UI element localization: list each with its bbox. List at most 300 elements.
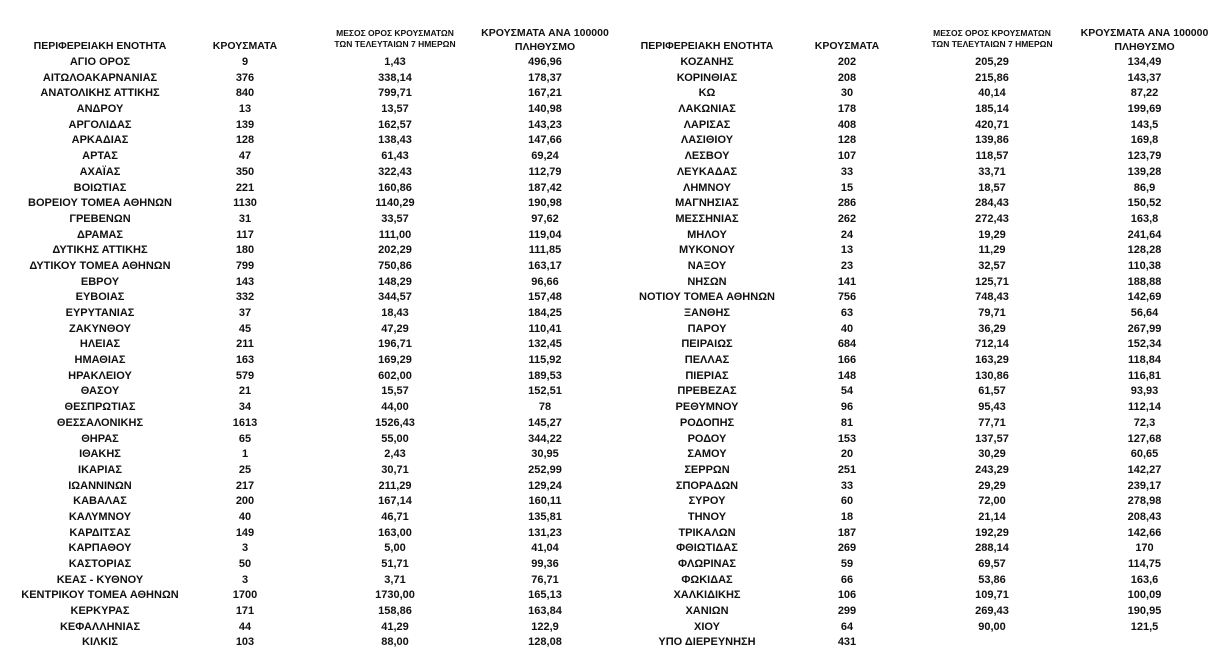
cell-per100k: 118,84 xyxy=(1127,354,1162,367)
cell-avg7: 13,57 xyxy=(381,103,409,116)
cell-cases: 60 xyxy=(840,495,854,508)
cell-avg7: 1140,29 xyxy=(375,197,415,210)
cell-per100k: 143,37 xyxy=(1127,71,1162,84)
cell-per100k: 160,11 xyxy=(528,495,562,508)
cell-avg7: 158,86 xyxy=(378,605,412,618)
cell-per100k: 165,13 xyxy=(528,589,562,602)
cell-avg7: 344,57 xyxy=(378,291,412,304)
cell-region: ΚΑΡΠΑΘΟΥ xyxy=(68,542,132,555)
cell-per100k: 170 xyxy=(1135,542,1154,555)
table-row xyxy=(612,541,1222,557)
cell-region: ΑΡΚΑΔΙΑΣ xyxy=(71,134,129,147)
cell-region: ΚΟΖΑΝΗΣ xyxy=(680,56,734,68)
cell-per100k: 252,99 xyxy=(528,463,562,476)
cell-avg7: 205,29 xyxy=(975,56,1009,68)
cell-avg7: 420,71 xyxy=(975,118,1009,131)
cell-per100k: 169,8 xyxy=(1130,134,1159,147)
cell-region: ΕΥΒΟΙΑΣ xyxy=(75,291,125,304)
table-row xyxy=(612,165,1222,181)
cell-region: ΒΟΡΕΙΟΥ ΤΟΜΕΑ ΑΘΗΝΩΝ xyxy=(28,197,172,210)
cell-per100k: 78 xyxy=(538,401,552,414)
cell-cases: 59 xyxy=(840,558,854,570)
cell-avg7: 162,57 xyxy=(378,118,412,131)
cell-per100k: 147,66 xyxy=(528,134,562,147)
cell-avg7: 21,14 xyxy=(978,510,1006,523)
cell-per100k: 123,79 xyxy=(1127,150,1162,163)
cell-region: ΚΕΡΚΥΡΑΣ xyxy=(70,605,130,618)
table-row xyxy=(0,259,612,275)
table-row xyxy=(612,290,1222,306)
cell-per100k: 131,23 xyxy=(528,526,562,539)
table-row xyxy=(0,181,612,197)
cell-cases: 40 xyxy=(238,510,252,523)
cell-region: ΡΕΘΥΜΝΟΥ xyxy=(675,401,739,414)
cell-cases: 178 xyxy=(837,103,857,116)
cell-per100k: 139,28 xyxy=(1127,165,1162,178)
table-row xyxy=(0,353,612,369)
table-row xyxy=(612,479,1222,495)
cell-region: ΑΡΓΟΛΙΔΑΣ xyxy=(68,118,132,131)
cell-cases: 143 xyxy=(235,275,255,288)
table-row xyxy=(612,118,1222,134)
cell-region: ΥΠΟ ΔΙΕΡΕΥΝΗΣΗ xyxy=(658,636,756,649)
cell-region: ΙΩΑΝΝΙΝΩΝ xyxy=(68,479,132,492)
cell-region: ΛΕΥΚΑΔΑΣ xyxy=(676,165,738,178)
cell-region: ΗΡΑΚΛΕΙΟΥ xyxy=(68,369,132,382)
cell-cases: 13 xyxy=(238,103,252,116)
table-row xyxy=(612,369,1222,385)
cell-region: ΚΑΡΔΙΤΣΑΣ xyxy=(69,526,131,539)
cell-cases: 24 xyxy=(840,228,854,241)
cell-per100k: 199,69 xyxy=(1127,103,1162,116)
cell-region: ΤΗΝΟΥ xyxy=(687,510,727,523)
cell-region: ΜΑΓΝΗΣΙΑΣ xyxy=(675,197,739,210)
table-row xyxy=(612,337,1222,353)
table-row xyxy=(612,447,1222,463)
cell-cases: 299 xyxy=(837,605,857,618)
cell-cases: 20 xyxy=(840,448,854,461)
cell-avg7: 2,43 xyxy=(384,448,406,461)
cell-avg7: 32,57 xyxy=(978,259,1006,272)
cell-cases: 33 xyxy=(840,479,854,492)
cell-cases: 1613 xyxy=(232,416,258,429)
cell-region: ΡΟΔΟΠΗΣ xyxy=(679,416,735,429)
table-row xyxy=(612,573,1222,589)
header-region: ΠΕΡΙΦΕΡΕΙΑΚΗ ΕΝΟΤΗΤΑ xyxy=(33,40,167,52)
cell-per100k: 178,37 xyxy=(528,71,562,84)
cell-region: ΘΑΣΟΥ xyxy=(80,385,120,398)
cell-cases: 64 xyxy=(840,620,854,633)
cell-cases: 163 xyxy=(235,354,255,367)
cell-avg7: 163,29 xyxy=(975,354,1009,367)
cell-avg7: 148,29 xyxy=(378,275,412,288)
cell-cases: 166 xyxy=(837,354,857,367)
cell-avg7: 215,86 xyxy=(975,71,1009,84)
table-row xyxy=(612,102,1222,118)
table-row xyxy=(612,416,1222,432)
table-row xyxy=(0,55,612,71)
cell-region: ΜΗΛΟΥ xyxy=(687,228,727,241)
cell-avg7: 41,29 xyxy=(381,620,409,633)
table-row xyxy=(612,588,1222,604)
cell-region: ΣΑΜΟΥ xyxy=(687,448,727,461)
table-row xyxy=(612,86,1222,102)
cell-per100k: 267,99 xyxy=(1127,322,1162,335)
table-row xyxy=(0,479,612,495)
cell-region: ΘΕΣΣΑΛΟΝΙΚΗΣ xyxy=(56,416,144,429)
table-row xyxy=(0,369,612,385)
cell-region: ΑΧΑΪΑΣ xyxy=(79,165,121,178)
table-row xyxy=(612,400,1222,416)
cell-cases: 149 xyxy=(235,526,255,539)
cell-region: ΝΗΣΩΝ xyxy=(687,275,727,288)
cell-region: ΔΥΤΙΚΟΥ ΤΟΜΕΑ ΑΘΗΝΩΝ xyxy=(29,259,171,272)
cell-region: ΞΑΝΘΗΣ xyxy=(683,307,731,319)
cell-avg7: 40,14 xyxy=(978,87,1006,100)
cell-cases: 96 xyxy=(840,401,854,414)
header-avg7 xyxy=(320,28,470,54)
table-row xyxy=(0,133,612,149)
cell-per100k: 115,92 xyxy=(528,354,562,367)
cell-region: ΦΘΙΩΤΙΔΑΣ xyxy=(676,542,738,555)
cell-per100k: 41,04 xyxy=(531,542,559,555)
cell-cases: 13 xyxy=(840,244,854,257)
table-row xyxy=(612,149,1222,165)
cell-cases: 47 xyxy=(238,150,252,163)
table-row xyxy=(612,510,1222,526)
header-avg7-line2: ΤΩΝ ΤΕΛΕΥΤΑΙΩΝ 7 ΗΜΕΡΩΝ xyxy=(334,39,456,49)
cell-region: ΠΡΕΒΕΖΑΣ xyxy=(677,385,737,398)
table-row xyxy=(0,275,612,291)
cell-region: ΠΕΙΡΑΙΩΣ xyxy=(681,338,733,351)
cell-cases: 251 xyxy=(837,463,857,476)
cell-region: ΒΟΙΩΤΙΑΣ xyxy=(73,181,127,194)
table-row xyxy=(0,447,612,463)
cell-avg7: 284,43 xyxy=(975,197,1009,210)
cell-region: ΚΑΒΑΛΑΣ xyxy=(73,495,127,508)
cell-per100k: 112,14 xyxy=(1127,401,1162,414)
cell-cases: 840 xyxy=(235,87,255,100)
cell-region: ΛΕΣΒΟΥ xyxy=(684,150,730,163)
cell-cases: 269 xyxy=(837,542,857,555)
table-row xyxy=(0,71,612,87)
cell-per100k: 128,28 xyxy=(1127,244,1162,257)
cell-cases: 40 xyxy=(840,322,854,335)
header-per100k-line2: ΠΛΗΘΥΣΜΟ xyxy=(1114,41,1175,53)
cell-cases: 217 xyxy=(235,479,255,492)
cell-avg7: 185,14 xyxy=(975,103,1009,116)
cell-region: ΙΘΑΚΗΣ xyxy=(79,448,121,461)
cell-avg7: 712,14 xyxy=(975,338,1009,351)
cell-cases: 107 xyxy=(837,150,857,163)
cell-per100k: 100,09 xyxy=(1127,589,1162,602)
table-row xyxy=(0,463,612,479)
cell-avg7: 799,71 xyxy=(378,87,412,100)
cell-cases: 18 xyxy=(840,510,854,523)
cell-avg7: 111,00 xyxy=(378,228,412,241)
cell-avg7: 69,57 xyxy=(978,558,1006,570)
cell-avg7: 167,14 xyxy=(378,495,412,508)
cell-per100k: 241,64 xyxy=(1127,228,1162,241)
cell-cases: 63 xyxy=(840,307,854,319)
cell-cases: 128 xyxy=(837,134,857,147)
cell-avg7: 211,29 xyxy=(378,479,412,492)
cell-per100k: 143,5 xyxy=(1130,118,1159,131)
cell-per100k: 60,65 xyxy=(1130,448,1159,461)
cell-cases: 332 xyxy=(235,291,255,304)
cell-avg7: 77,71 xyxy=(978,416,1006,429)
cell-avg7: 288,14 xyxy=(975,542,1009,555)
cell-region: ΕΥΡΥΤΑΝΙΑΣ xyxy=(65,307,135,319)
table-row xyxy=(0,290,612,306)
cell-per100k: 97,62 xyxy=(531,212,559,225)
cell-region: ΗΜΑΘΙΑΣ xyxy=(74,354,126,367)
cell-per100k: 344,22 xyxy=(528,432,562,445)
cell-cases: 23 xyxy=(840,259,854,272)
cell-per100k: 208,43 xyxy=(1127,510,1162,523)
cell-avg7: 269,43 xyxy=(975,605,1009,618)
header-avg7 xyxy=(912,28,1072,54)
cell-per100k: 132,45 xyxy=(528,338,562,351)
cell-per100k: 278,98 xyxy=(1127,495,1162,508)
cell-cases: 117 xyxy=(236,228,254,241)
cell-per100k: 96,66 xyxy=(531,275,559,288)
cell-cases: 106 xyxy=(837,589,857,602)
table-row xyxy=(612,604,1222,620)
cell-avg7: 72,00 xyxy=(978,495,1006,508)
table-row xyxy=(0,573,612,589)
cell-region: ΛΑΚΩΝΙΑΣ xyxy=(678,103,736,116)
right-table-body xyxy=(612,55,1222,651)
header-avg7-line2: ΤΩΝ ΤΕΛΕΥΤΑΙΩΝ 7 ΗΜΕΡΩΝ xyxy=(931,39,1053,49)
cell-cases: 128 xyxy=(235,134,255,147)
cell-per100k: 163,6 xyxy=(1130,573,1159,586)
cell-per100k: 142,27 xyxy=(1127,463,1162,476)
cell-region: ΚΩ xyxy=(698,87,716,100)
table-row xyxy=(0,604,612,620)
cell-cases: 37 xyxy=(238,307,252,319)
cell-avg7: 55,00 xyxy=(381,432,409,445)
cell-cases: 211 xyxy=(236,338,254,351)
cell-avg7: 139,86 xyxy=(975,134,1009,147)
cell-region: ΜΕΣΣΗΝΙΑΣ xyxy=(675,212,739,225)
header-per100k xyxy=(470,26,620,54)
cell-avg7: 47,29 xyxy=(381,322,409,335)
table-row xyxy=(612,384,1222,400)
table-row xyxy=(0,635,612,651)
cell-per100k: 72,3 xyxy=(1133,416,1156,429)
cell-cases: 1130 xyxy=(233,197,257,210)
cell-cases: 34 xyxy=(238,401,252,414)
cell-cases: 148 xyxy=(837,369,857,382)
cell-cases: 3 xyxy=(241,573,249,586)
cell-per100k: 116,81 xyxy=(1127,369,1162,382)
cell-avg7: 61,57 xyxy=(978,385,1006,398)
cell-avg7: 118,57 xyxy=(975,150,1009,163)
cell-per100k: 187,42 xyxy=(528,181,562,194)
cell-per100k: 69,24 xyxy=(531,150,559,163)
cell-per100k: 142,66 xyxy=(1127,526,1162,539)
table-row xyxy=(0,243,612,259)
cell-cases: 180 xyxy=(235,244,255,257)
table-row xyxy=(0,212,612,228)
cell-per100k: 121,5 xyxy=(1130,620,1159,633)
cell-region: ΚΑΛΥΜΝΟΥ xyxy=(68,510,132,523)
cell-cases: 33 xyxy=(840,165,854,178)
cell-avg7: 30,29 xyxy=(978,448,1006,461)
cell-cases: 3 xyxy=(241,542,249,555)
cell-cases: 221 xyxy=(235,181,255,194)
table-row xyxy=(0,510,612,526)
cell-avg7: 18,43 xyxy=(381,307,409,319)
cell-avg7: 748,43 xyxy=(975,291,1009,304)
cell-cases: 21 xyxy=(238,385,252,398)
cell-avg7: 1526,43 xyxy=(375,416,415,429)
cell-region: ΓΡΕΒΕΝΩΝ xyxy=(69,212,131,225)
cell-avg7: 33,71 xyxy=(978,165,1006,178)
cell-region: ΚΕΝΤΡΙΚΟΥ ΤΟΜΕΑ ΑΘΗΝΩΝ xyxy=(21,589,179,602)
table-row xyxy=(612,259,1222,275)
cell-per100k: 119,04 xyxy=(528,228,562,241)
cell-per100k: 134,49 xyxy=(1127,56,1162,68)
cell-avg7: 138,43 xyxy=(378,134,412,147)
cell-region: ΔΥΤΙΚΗΣ ΑΤΤΙΚΗΣ xyxy=(52,244,148,257)
table-row xyxy=(0,384,612,400)
cell-cases: 66 xyxy=(840,573,854,586)
cell-avg7: 3,71 xyxy=(384,573,406,586)
table-row xyxy=(612,243,1222,259)
cell-per100k: 30,95 xyxy=(531,448,559,461)
cell-per100k: 188,88 xyxy=(1127,275,1162,288)
cell-region: ΠΕΛΛΑΣ xyxy=(684,354,730,367)
table-row xyxy=(0,416,612,432)
cell-avg7: 750,86 xyxy=(378,259,412,272)
table-row xyxy=(612,133,1222,149)
cell-avg7: 109,71 xyxy=(975,589,1009,602)
cell-cases: 1700 xyxy=(232,589,258,602)
header-per100k-line1: ΚΡΟΥΣΜΑΤΑ ΑΝΑ 100000 xyxy=(481,27,609,39)
cell-avg7: 202,29 xyxy=(378,244,412,257)
cell-avg7: 137,57 xyxy=(975,432,1009,445)
cell-region: ΙΚΑΡΙΑΣ xyxy=(78,463,122,476)
cell-cases: 50 xyxy=(238,558,252,570)
cell-region: ΦΩΚΙΔΑΣ xyxy=(681,573,733,586)
cell-cases: 141 xyxy=(837,275,857,288)
cell-region: ΠΙΕΡΙΑΣ xyxy=(685,369,729,382)
cell-region: ΛΑΡΙΣΑΣ xyxy=(683,118,731,131)
cell-avg7: 169,29 xyxy=(378,354,412,367)
cell-cases: 171 xyxy=(235,605,255,618)
cell-region: ΣΕΡΡΩΝ xyxy=(684,463,730,476)
cell-per100k: 111,85 xyxy=(528,244,562,257)
cell-avg7: 272,43 xyxy=(975,212,1009,225)
cell-region: ΑΓΙΟ ΟΡΟΣ xyxy=(69,56,131,68)
cell-per100k: 87,22 xyxy=(1130,87,1159,100)
cell-avg7: 46,71 xyxy=(381,510,409,523)
cell-per100k: 129,24 xyxy=(528,479,562,492)
cell-per100k: 157,48 xyxy=(528,291,562,304)
table-row xyxy=(612,306,1222,322)
cell-cases: 25 xyxy=(238,463,252,476)
cell-per100k: 76,71 xyxy=(531,573,559,586)
cell-per100k: 496,96 xyxy=(528,56,562,68)
table-row xyxy=(612,228,1222,244)
header-region: ΠΕΡΙΦΕΡΕΙΑΚΗ ΕΝΟΤΗΤΑ xyxy=(640,40,774,52)
table-row xyxy=(612,432,1222,448)
cell-region: ΚΕΦΑΛΛΗΝΙΑΣ xyxy=(59,620,141,633)
header-per100k-line1: ΚΡΟΥΣΜΑΤΑ ΑΝΑ 100000 xyxy=(1080,27,1209,39)
cell-per100k: 163,8 xyxy=(1130,212,1159,225)
cell-cases: 30 xyxy=(840,87,854,100)
cell-avg7: 44,00 xyxy=(381,401,409,414)
table-row xyxy=(0,588,612,604)
left-table-body xyxy=(0,55,612,651)
cell-per100k: 140,98 xyxy=(528,103,562,116)
table-row xyxy=(0,557,612,573)
cell-per100k: 152,51 xyxy=(528,385,562,398)
cell-per100k: 163,84 xyxy=(528,605,562,618)
table-row xyxy=(612,526,1222,542)
table-row xyxy=(0,228,612,244)
cell-per100k: 128,08 xyxy=(528,636,562,649)
cell-per100k: 145,27 xyxy=(528,416,562,429)
cell-cases: 1 xyxy=(241,448,249,461)
table-row xyxy=(612,275,1222,291)
cell-avg7: 61,43 xyxy=(381,150,409,163)
cell-region: ΕΒΡΟΥ xyxy=(80,275,120,288)
cell-per100k: 189,53 xyxy=(528,369,562,382)
cell-avg7: 5,00 xyxy=(384,542,406,555)
cell-avg7: 79,71 xyxy=(978,307,1006,319)
cell-avg7: 163,00 xyxy=(378,526,412,539)
cell-region: ΔΡΑΜΑΣ xyxy=(76,228,124,241)
cell-avg7: 29,29 xyxy=(978,479,1006,492)
cell-cases: 31 xyxy=(238,212,252,225)
cell-cases: 54 xyxy=(840,385,854,398)
cell-cases: 262 xyxy=(837,212,857,225)
cell-cases: 350 xyxy=(235,165,255,178)
cell-region: ΚΕΑΣ - ΚΥΘΝΟΥ xyxy=(56,573,144,586)
table-row xyxy=(0,526,612,542)
table-row xyxy=(0,337,612,353)
cell-cases: 408 xyxy=(837,118,857,131)
table-row xyxy=(0,306,612,322)
cell-avg7: 243,29 xyxy=(975,463,1009,476)
table-row xyxy=(0,541,612,557)
cell-per100k: 127,68 xyxy=(1127,432,1162,445)
table-row xyxy=(612,55,1222,71)
cell-avg7: 30,71 xyxy=(381,463,409,476)
cell-cases: 139 xyxy=(235,118,255,131)
table-row xyxy=(0,620,612,636)
cell-region: ΝΟΤΙΟΥ ΤΟΜΕΑ ΑΘΗΝΩΝ xyxy=(639,291,775,304)
cell-avg7: 15,57 xyxy=(381,385,409,398)
cell-per100k: 184,25 xyxy=(528,307,562,319)
cell-per100k: 135,81 xyxy=(528,510,562,523)
cell-avg7: 602,00 xyxy=(378,369,412,382)
cell-region: ΗΛΕΙΑΣ xyxy=(79,338,121,351)
cell-avg7: 36,29 xyxy=(978,322,1006,335)
cell-region: ΘΗΡΑΣ xyxy=(81,432,119,445)
cell-region: ΑΝΔΡΟΥ xyxy=(76,103,124,116)
cell-region: ΠΑΡΟΥ xyxy=(687,322,727,335)
cell-region: ΑΙΤΩΛΟΑΚΑΡΝΑΝΙΑΣ xyxy=(42,71,158,84)
cell-avg7: 90,00 xyxy=(978,620,1006,633)
cell-cases: 376 xyxy=(235,71,255,84)
cell-per100k: 163,17 xyxy=(528,259,562,272)
cell-per100k: 239,17 xyxy=(1127,479,1162,492)
cell-region: ΛΑΣΙΘΙΟΥ xyxy=(680,134,734,147)
